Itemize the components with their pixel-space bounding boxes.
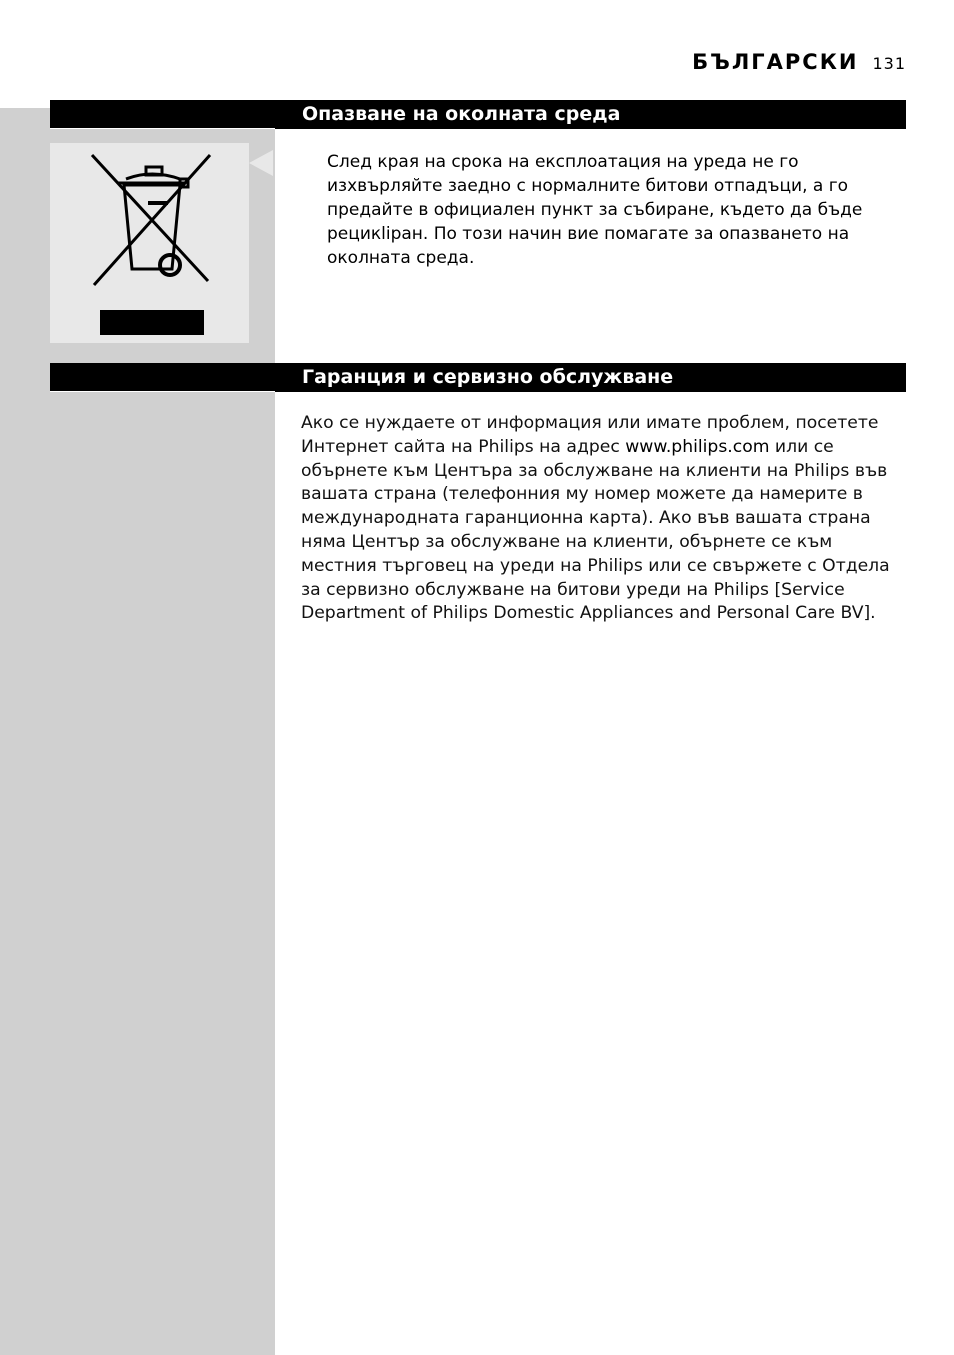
page-number: 131 <box>872 54 906 73</box>
guarantee-paragraph <box>301 412 911 626</box>
recycling-icon-panel <box>50 143 249 343</box>
environment-paragraph: След края на срока на експлоатация на уреда не го изхвърляйте заедно с нормалните битови отпадъци, а го предайте в официален пункт за събиране, където да бъде рецикliран. По този начин вие помагате за опазването на околната среда. <box>327 152 863 268</box>
divider <box>50 391 275 392</box>
product-bar-mark <box>100 310 204 335</box>
icon-pointer <box>249 150 273 176</box>
page-header <box>692 50 906 80</box>
section-title: Опазване на околната среда <box>302 103 621 125</box>
divider <box>50 128 275 129</box>
section-heading-bar <box>50 100 906 129</box>
guarantee-text-start: Ако се нуждаете от информация или имате проблем, посетете Интернет сайта на Philips на адрес <box>301 413 879 457</box>
philips-website-link[interactable]: www.philips.com <box>625 436 770 457</box>
section-title: Гаранция и сервизно обслужване <box>302 366 674 388</box>
language-title: БЪЛГАРСКИ <box>692 50 859 74</box>
section-heading-bar <box>50 363 906 392</box>
crossed-out-wheelie-bin-icon <box>88 153 218 293</box>
guarantee-text-end: или се обърнете към Центъра за обслужване на клиенти на Philips във вашата страна (телефонния му номер можете да намерите в международната гаранционна карта). Ако във вашата страна няма Център за обслужване на клиенти, обърнете се към местния търговец на уреди на Philips или се свържете с Отдела за сервизно обслужване на битови уреди на Philips [Service Department of Philips Domestic Appliances and Personal Care BV]. <box>301 436 890 624</box>
